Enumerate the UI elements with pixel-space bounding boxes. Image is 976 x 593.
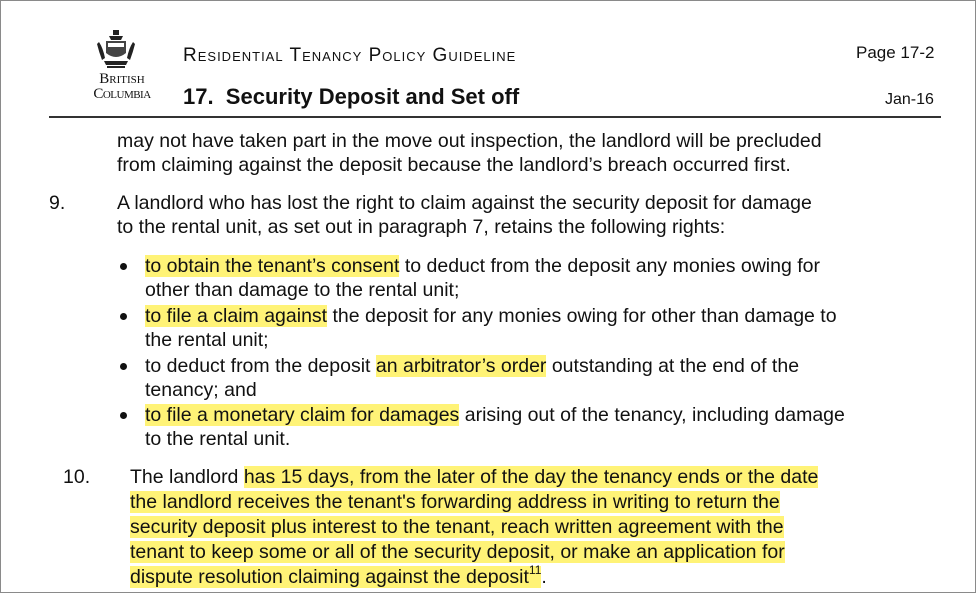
continuation-line-2: from claiming against the deposit because the landlord’s breach occurred first. <box>117 154 791 176</box>
continuation-line-1: may not have taken part in the move out inspection, the landlord will be precluded <box>117 130 822 152</box>
bullet-1-line-2: other than damage to the rental unit; <box>145 279 460 301</box>
bullet-4-line-1 <box>145 403 845 427</box>
bullet-3-highlight: an arbitrator’s order <box>375 355 547 377</box>
paragraph-10-highlight-4: tenant to keep some or all of the security deposit, or make an application for <box>130 541 785 563</box>
paragraph-10-line-2 <box>130 490 780 514</box>
bullet-4-post: arising out of the tenancy, including damage <box>459 404 845 426</box>
paragraph-10-highlight-3: security deposit plus interest to the tenant, reach written agreement with the <box>130 516 784 538</box>
paragraph-10-end: . <box>541 566 547 588</box>
bullet-2-line-1 <box>145 304 837 328</box>
bullet-2-post: the deposit for any monies owing for other than damage to <box>327 305 837 327</box>
bullet-4-highlight: to file a monetary claim for damages <box>145 404 460 426</box>
bullet-marker <box>120 363 127 370</box>
bullet-4-line-2: to the rental unit. <box>145 428 291 450</box>
coat-of-arms-icon <box>95 28 137 70</box>
logo-line-1: British <box>99 71 145 87</box>
footnote-marker[interactable]: 11 <box>528 563 542 577</box>
paragraph-10-line-1 <box>130 465 818 489</box>
bullet-2-line-2: the rental unit; <box>145 329 269 351</box>
paragraph-10-line-3 <box>130 515 784 539</box>
paragraph-10-pre: The landlord <box>130 466 244 488</box>
paragraph-10-number: 10. <box>63 466 91 488</box>
paragraph-10-highlight-2: the landlord receives the tenant's forwarding address in writing to return the <box>130 491 780 513</box>
paragraph-10-highlight-1: has 15 days, from the later of the day the tenancy ends or the date <box>243 466 819 488</box>
bullet-marker <box>120 412 127 419</box>
revision-date: Jan-16 <box>885 91 934 108</box>
paragraph-10-line-5-text: dispute resolution claiming against the deposit <box>130 566 529 588</box>
document-title: 17. Security Deposit and Set off <box>183 84 520 109</box>
paragraph-10-highlight-5 <box>130 563 542 588</box>
paragraph-10-line-5 <box>130 565 547 589</box>
bullet-1-highlight: to obtain the tenant’s consent <box>145 255 400 277</box>
bullet-1-post: to deduct from the deposit any monies owing for <box>399 255 820 277</box>
bullet-3-line-1 <box>145 354 799 378</box>
bullet-3-post: outstanding at the end of the <box>546 355 800 377</box>
page-number: Page 17-2 <box>856 43 935 62</box>
guideline-heading: Residential Tenancy Policy Guideline <box>183 45 517 66</box>
paragraph-9-line-1: A landlord who has lost the right to claim against the security deposit for damage <box>117 192 812 214</box>
bullet-3-line-2: tenancy; and <box>145 379 257 401</box>
province-logo <box>72 72 172 102</box>
bullet-marker <box>120 313 127 320</box>
bullet-marker <box>120 263 127 270</box>
bullet-2-highlight: to file a claim against <box>145 305 328 327</box>
paragraph-9-line-2: to the rental unit, as set out in paragraph 7, retains the following rights: <box>117 216 726 238</box>
logo-line-2: Columbia <box>93 86 151 102</box>
bullet-3-pre: to deduct from the deposit <box>145 355 376 377</box>
header-rule <box>49 116 941 118</box>
paragraph-10-line-4 <box>130 540 785 564</box>
bullet-1-line-1 <box>145 254 820 278</box>
paragraph-9-number: 9. <box>49 192 66 214</box>
